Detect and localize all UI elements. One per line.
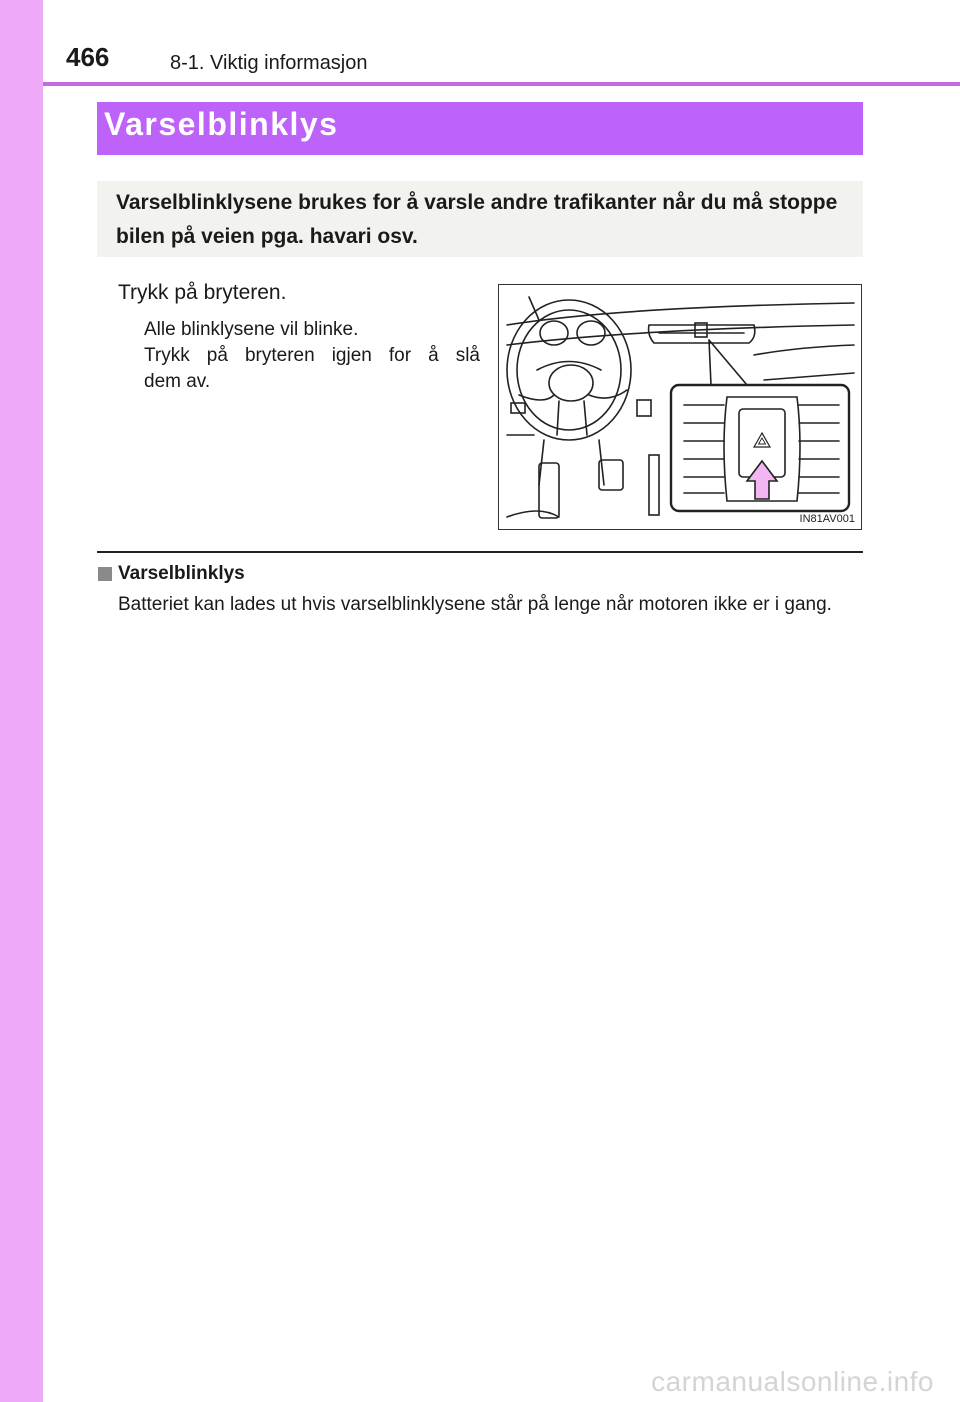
side-color-bar [0, 0, 43, 1402]
note-heading: Varselblinklys [118, 563, 245, 584]
step-details [144, 317, 480, 395]
note-bullet-icon [98, 567, 112, 581]
section-divider [97, 551, 863, 553]
header-rule [43, 82, 960, 86]
detail-line-2: Trykk på bryteren igjen for å slå [144, 345, 480, 366]
detail-line-1: Alle blinklysene vil blinke. [144, 319, 359, 340]
press-arrow-icon [747, 461, 777, 499]
figure-code: IN81AV001 [799, 513, 855, 525]
note-body: Batteriet kan lades ut hvis varselblinklysene står på lenge når motoren ikke er i gang. [118, 594, 832, 615]
page-number: 466 [66, 42, 110, 72]
page-title: Varselblinklys [104, 106, 339, 142]
step-instruction: Trykk på bryteren. [118, 281, 287, 304]
hazard-switch-illustration [498, 284, 862, 530]
watermark: carmanualsonline.info [651, 1366, 934, 1397]
intro-text: Varselblinklysene brukes for å varsle andre trafikanter når du må stoppe bilen på veien pga. havari osv. [116, 191, 838, 248]
section-label: 8-1. Viktig informasjon [170, 52, 368, 74]
dashboard-drawing [499, 285, 860, 528]
detail-line-3: dem av. [144, 371, 211, 392]
